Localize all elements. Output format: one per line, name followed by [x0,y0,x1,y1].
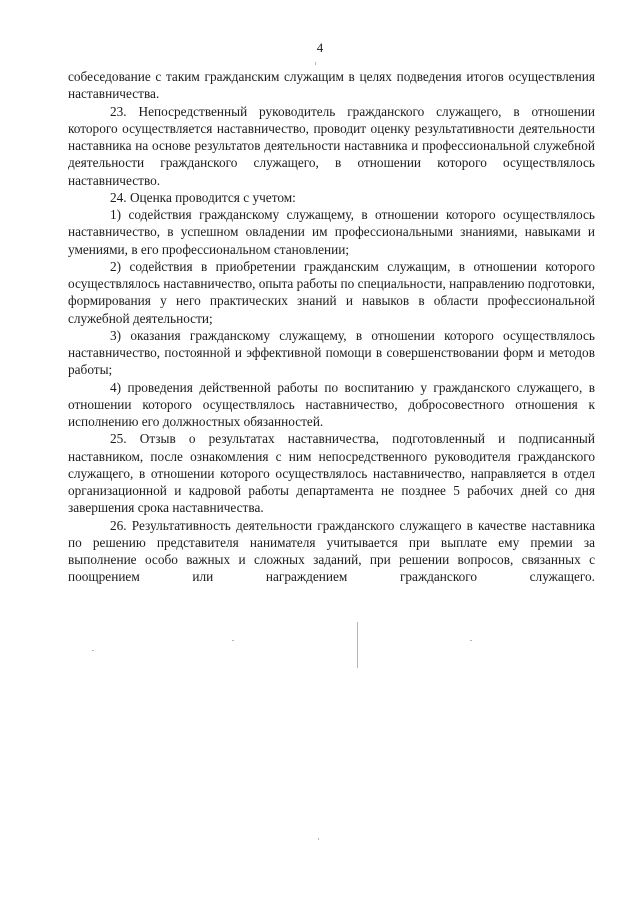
scan-artifact-dot-2 [470,640,472,641]
scan-artifact-top [315,62,316,65]
paragraph-24-item-2: 2) содействия в приобретении гражданским служащим, в отношении которого осуществлялось наставничество, опыта работы по специальности, направлению подготовки, формирования у него практических знаний и навыков в области профессиональной служебной деятельности; [68,258,595,326]
paragraph-23: 23. Непосредственный руководитель гражданского служащего, в отношении которого осуществляется наставничество, проводит оценку результативности деятельности наставника на основе результатов деятельности наставника и профессиональной служебной деятельности гражданского служащего, в отношении которого осуществлялось наставничество. [68,103,595,188]
paragraph-26: 26. Результативность деятельности гражданского служащего в качестве наставника по решению представителя нанимателя учитывается при выплате ему премии за выполнение особо важных и сложных заданий, при решении вопросов, связанных с поощрением или награждением гражданского служащего. [68,517,595,585]
document-body [68,68,595,586]
paragraph-continuation: собеседование с таким гражданским служащим в целях подведения итогов осуществления наставничества. [68,69,595,102]
page-number: 4 [316,40,324,55]
scan-artifact-vertical [357,622,358,668]
paragraph-24-item-1: 1) содействия гражданскому служащему, в отношении которого осуществлялось наставничество, в успешном овладении им профессиональными знаниями, навыками и умениями, в его профессиональном становлении; [68,207,595,257]
paragraph-25: 25. Отзыв о результатах наставничества, подготовленный и подписанный наставником, после ознакомления с ним непосредственного руководителя гражданского служащего, в отношении которого осуществлялось наставничество, направляется в отдел организационной и кадровой работы департамента не позднее 5 рабочих дней со дня завершения срока наставничества. [68,431,595,516]
scan-artifact-bottom [318,838,319,840]
paragraph-24-item-3: 3) оказания гражданскому служащему, в отношении которого осуществлялось наставничество, постоянной и эффективной помощи в совершенствовании форм и методов работы; [68,327,595,378]
paragraph-24: 24. Оценка проводится с учетом: [110,189,296,205]
scan-artifact-dot-3 [92,650,94,651]
paragraph-24-item-4: 4) проведения действенной работы по воспитанию у гражданского служащего, в отношении которого осуществлялось наставничество, добросовестного отношения к исполнению его должностных обязанностей. [68,379,595,429]
scan-artifact-dot-1 [232,640,234,641]
